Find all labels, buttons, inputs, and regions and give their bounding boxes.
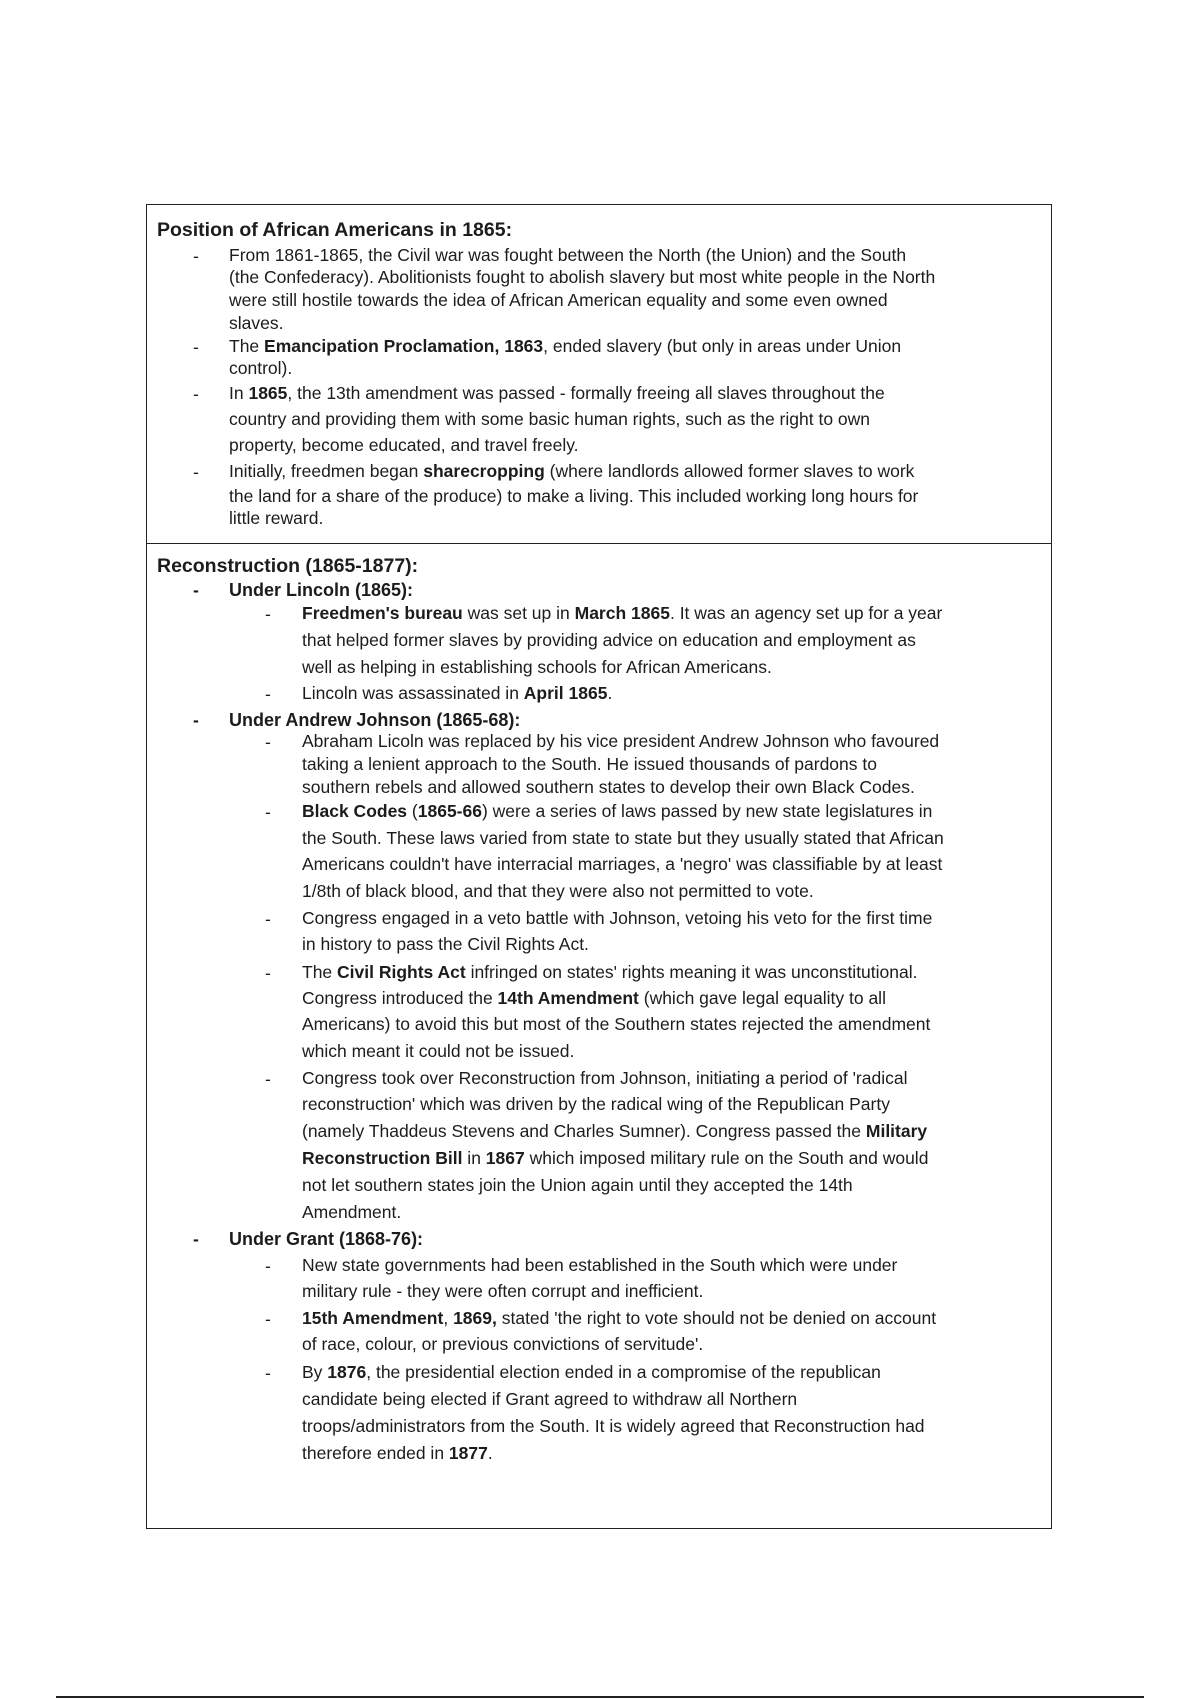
bullet-dash: - <box>193 246 199 266</box>
bullet-text: the land for a share of the produce) to make a living. This included working long hours for <box>229 486 919 506</box>
page-bottom-rule <box>56 1696 1144 1698</box>
bullet-dash: - <box>193 384 199 404</box>
section-position-1865 <box>146 204 1052 544</box>
bullet-dash: - <box>265 1309 271 1329</box>
bullet-text: Reconstruction Bill in 1867 which imposed military rule on the South and would <box>302 1148 929 1168</box>
bullet-text: From 1861-1865, the Civil war was fought between the North (the Union) and the South <box>229 245 907 265</box>
bullet-text: well as helping in establishing schools for African Americans. <box>302 657 772 677</box>
subheading-johnson: Under Andrew Johnson (1865-68): <box>229 710 521 730</box>
bullet-text: Amendment. <box>302 1202 402 1222</box>
bullet-dash: - <box>193 1229 199 1249</box>
bullet-text: taking a lenient approach to the South. He issued thousands of pardons to <box>302 754 877 774</box>
bullet-text: Congress took over Reconstruction from Johnson, initiating a period of 'radical <box>302 1068 908 1088</box>
bullet-text: 1/8th of black blood, and that they were also not permitted to vote. <box>302 881 814 901</box>
bullet-text: Initially, freedmen began sharecropping (where landlords allowed former slaves to work <box>229 461 915 481</box>
bullet-text: of race, colour, or previous convictions of servitude'. <box>302 1334 704 1354</box>
section-heading: Position of African Americans in 1865: <box>157 219 513 241</box>
subheading-grant: Under Grant (1868-76): <box>229 1229 424 1249</box>
bullet-text: property, become educated, and travel freely. <box>229 435 579 455</box>
section-heading: Reconstruction (1865-1877): <box>157 555 419 577</box>
bullet-dash: - <box>193 580 199 600</box>
bullet-dash: - <box>265 732 271 752</box>
bullet-text: country and providing them with some basic human rights, such as the right to own <box>229 409 871 429</box>
bullet-text: Congress introduced the 14th Amendment (which gave legal equality to all <box>302 988 886 1008</box>
bullet-text: Freedmen's bureau was set up in March 1865. It was an agency set up for a year <box>302 603 943 623</box>
subheading-lincoln: Under Lincoln (1865): <box>229 580 414 600</box>
bullet-dash: - <box>265 684 271 704</box>
bullet-text: which meant it could not be issued. <box>302 1041 575 1061</box>
bullet-text: the South. These laws varied from state to state but they usually stated that African <box>302 828 944 848</box>
bullet-text: reconstruction' which was driven by the radical wing of the Republican Party <box>302 1094 890 1114</box>
bullet-text: 15th Amendment, 1869, stated 'the right to vote should not be denied on account <box>302 1308 937 1328</box>
bullet-text: troops/administrators from the South. It is widely agreed that Reconstruction had <box>302 1416 925 1436</box>
bullet-text: southern rebels and allowed southern states to develop their own Black Codes. <box>302 777 915 797</box>
bullet-text: little reward. <box>229 508 324 528</box>
bullet-text: control). <box>229 358 293 378</box>
bullet-text: New state governments had been established in the South which were under <box>302 1255 898 1275</box>
bullet-text: candidate being elected if Grant agreed to withdraw all Northern <box>302 1389 798 1409</box>
bullet-text: military rule - they were often corrupt and inefficient. <box>302 1281 704 1301</box>
bullet-dash: - <box>265 909 271 929</box>
bullet-text: The Civil Rights Act infringed on states' rights meaning it was unconstitutional. <box>302 962 918 982</box>
bullet-text: The Emancipation Proclamation, 1863, ended slavery (but only in areas under Union <box>229 336 902 356</box>
bullet-text: Congress engaged in a veto battle with Johnson, vetoing his veto for the first time <box>302 908 933 928</box>
bullet-dash: - <box>265 1363 271 1383</box>
bullet-dash: - <box>265 604 271 624</box>
section-reconstruction <box>146 543 1052 1529</box>
bullet-text: (namely Thaddeus Stevens and Charles Sumner). Congress passed the Military <box>302 1121 928 1141</box>
bullet-dash: - <box>265 1256 271 1276</box>
bullet-text: therefore ended in 1877. <box>302 1443 493 1463</box>
bullet-text: Americans couldn't have interracial marriages, a 'negro' was classifiable by at least <box>302 854 943 874</box>
bullet-text: Americans) to avoid this but most of the Southern states rejected the amendment <box>302 1014 931 1034</box>
bullet-text: that helped former slaves by providing advice on education and employment as <box>302 630 916 650</box>
bullet-dash: - <box>193 462 199 482</box>
bullet-dash: - <box>193 710 199 730</box>
bullet-text: Lincoln was assassinated in April 1865. <box>302 683 613 703</box>
bullet-text: not let southern states join the Union again until they accepted the 14th <box>302 1175 853 1195</box>
bullet-text: Abraham Licoln was replaced by his vice president Andrew Johnson who favoured <box>302 731 940 751</box>
bullet-dash: - <box>265 963 271 983</box>
bullet-text: In 1865, the 13th amendment was passed - formally freeing all slaves throughout the <box>229 383 885 403</box>
bullet-text: were still hostile towards the idea of African American equality and some even owned <box>229 290 888 310</box>
bullet-text: slaves. <box>229 313 284 333</box>
bullet-dash: - <box>265 802 271 822</box>
bullet-text: (the Confederacy). Abolitionists fought to abolish slavery but most white people in the North <box>229 267 936 287</box>
bullet-dash: - <box>193 337 199 357</box>
bullet-text: in history to pass the Civil Rights Act. <box>302 934 589 954</box>
bullet-text: Black Codes (1865-66) were a series of laws passed by new state legislatures in <box>302 801 933 821</box>
bullet-dash: - <box>265 1069 271 1089</box>
bullet-text: By 1876, the presidential election ended in a compromise of the republican <box>302 1362 881 1382</box>
